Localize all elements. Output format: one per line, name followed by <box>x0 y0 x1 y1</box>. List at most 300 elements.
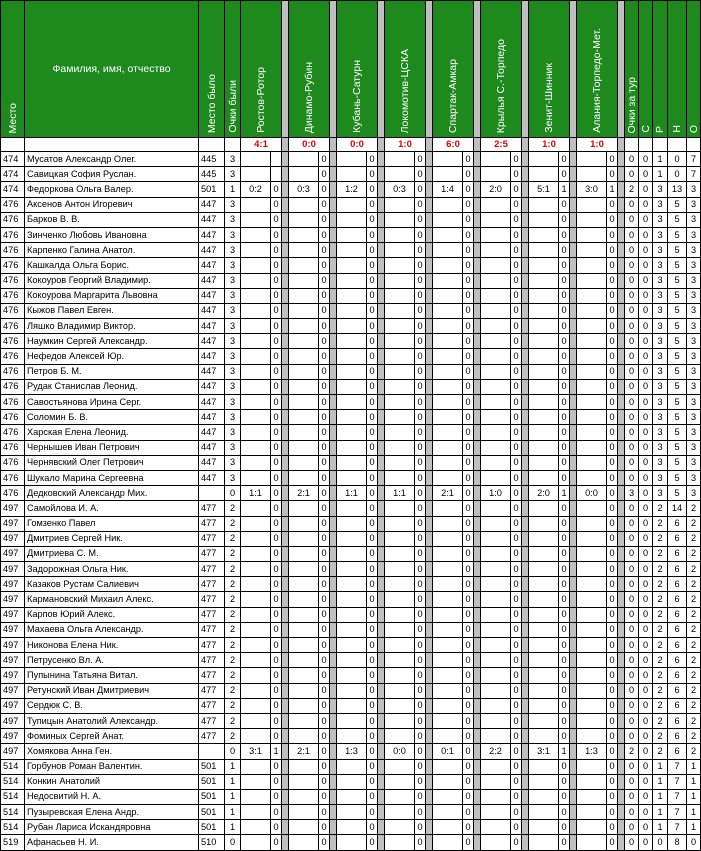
name-cell: Дмитриева С. М. <box>25 546 199 561</box>
forecast-cell <box>337 243 367 258</box>
pts-before-cell: 0 <box>225 744 241 759</box>
was-place-cell: 501 <box>199 805 225 820</box>
pts-before-cell: 3 <box>225 379 241 394</box>
forecast-pts-cell: 0 <box>607 227 618 242</box>
forecast-pts-cell: 0 <box>463 410 474 425</box>
forecast-cell: 1:1 <box>337 486 367 501</box>
forecast-cell <box>433 258 463 273</box>
forecast-cell <box>337 212 367 227</box>
forecast-cell <box>481 607 511 622</box>
pts-before-cell: 2 <box>225 698 241 713</box>
r-cell: 2 <box>653 668 668 683</box>
column-separator <box>618 303 625 318</box>
forecast-pts-cell: 0 <box>319 152 330 167</box>
column-separator <box>282 820 289 835</box>
forecast-pts-cell: 0 <box>607 379 618 394</box>
column-separator <box>378 273 385 288</box>
forecast-cell <box>385 410 415 425</box>
forecast-cell <box>337 303 367 318</box>
forecast-cell: 3:1 <box>241 744 271 759</box>
forecast-cell <box>337 334 367 349</box>
match-result: 4:1 <box>241 138 282 152</box>
forecast-cell <box>385 273 415 288</box>
column-separator <box>618 319 625 334</box>
forecast-cell <box>433 774 463 789</box>
forecast-cell <box>385 167 415 182</box>
column-separator <box>522 638 529 653</box>
column-separator <box>378 683 385 698</box>
column-separator <box>522 364 529 379</box>
n-cell: 6 <box>668 592 687 607</box>
forecast-cell <box>433 683 463 698</box>
column-separator <box>618 197 625 212</box>
forecast-cell <box>529 212 559 227</box>
r-cell: 3 <box>653 455 668 470</box>
column-separator <box>426 227 433 242</box>
forecast-cell <box>529 516 559 531</box>
column-separator <box>570 653 577 668</box>
forecast-pts-cell: 0 <box>367 562 378 577</box>
was-place-cell: 447 <box>199 470 225 485</box>
forecast-pts-cell: 0 <box>511 152 522 167</box>
forecast-pts-cell: 0 <box>271 197 282 212</box>
forecast-pts-cell: 0 <box>463 607 474 622</box>
forecast-pts-cell: 0 <box>319 531 330 546</box>
forecast-pts-cell: 0 <box>511 455 522 470</box>
name-cell: Дмитриев Сергей Ник. <box>25 531 199 546</box>
forecast-pts-cell: 0 <box>319 273 330 288</box>
column-separator <box>378 516 385 531</box>
column-separator <box>330 516 337 531</box>
forecast-cell <box>433 668 463 683</box>
forecast-pts-cell: 0 <box>415 197 426 212</box>
forecast-pts-cell: 0 <box>367 501 378 516</box>
forecast-pts-cell: 0 <box>607 516 618 531</box>
forecast-pts-cell: 0 <box>319 805 330 820</box>
forecast-cell: 2:2 <box>481 744 511 759</box>
column-separator <box>426 212 433 227</box>
match-result: 6:0 <box>433 138 474 152</box>
forecast-cell <box>289 258 319 273</box>
column-separator <box>618 820 625 835</box>
column-separator <box>618 243 625 258</box>
forecast-cell <box>529 455 559 470</box>
forecast-cell <box>481 395 511 410</box>
column-separator <box>474 683 481 698</box>
forecast-pts-cell: 0 <box>559 729 570 744</box>
forecast-pts-cell: 0 <box>319 577 330 592</box>
forecast-cell <box>577 470 607 485</box>
pts-before-cell: 3 <box>225 288 241 303</box>
column-separator <box>570 592 577 607</box>
column-separator <box>570 425 577 440</box>
was-place-cell: 447 <box>199 334 225 349</box>
n-cell: 8 <box>668 835 687 850</box>
forecast-cell <box>577 577 607 592</box>
was-place-cell: 477 <box>199 729 225 744</box>
forecast-cell <box>241 410 271 425</box>
column-separator <box>570 288 577 303</box>
name-cell: Нефедов Алексей Юр. <box>25 349 199 364</box>
forecast-cell <box>433 546 463 561</box>
o-cell: 3 <box>687 182 701 197</box>
column-separator <box>570 698 577 713</box>
forecast-pts-cell: 0 <box>319 516 330 531</box>
forecast-cell <box>337 501 367 516</box>
forecast-pts-cell: 0 <box>271 577 282 592</box>
column-separator <box>570 744 577 759</box>
forecast-pts-cell: 0 <box>607 592 618 607</box>
table-row <box>1 243 701 258</box>
header-name: Фамилия, имя, отчество <box>25 1 199 138</box>
forecast-pts-cell: 0 <box>463 789 474 804</box>
place-cell: 497 <box>1 531 25 546</box>
forecast-cell <box>385 303 415 318</box>
forecast-pts-cell: 0 <box>559 197 570 212</box>
o-cell: 3 <box>687 425 701 440</box>
forecast-pts-cell: 0 <box>367 410 378 425</box>
column-separator <box>330 1 337 138</box>
forecast-pts-cell: 0 <box>319 455 330 470</box>
column-separator <box>426 243 433 258</box>
column-separator <box>378 668 385 683</box>
column-separator <box>522 243 529 258</box>
forecast-cell <box>481 835 511 850</box>
forecast-cell <box>289 364 319 379</box>
column-separator <box>378 410 385 425</box>
n-cell: 6 <box>668 577 687 592</box>
pts-before-cell: 3 <box>225 303 241 318</box>
forecast-pts-cell: 0 <box>607 546 618 561</box>
column-separator <box>426 820 433 835</box>
forecast-pts-cell: 0 <box>319 212 330 227</box>
forecast-pts-cell: 0 <box>607 744 618 759</box>
forecast-pts-cell: 0 <box>463 334 474 349</box>
place-cell: 497 <box>1 607 25 622</box>
forecast-pts-cell: 0 <box>463 227 474 242</box>
column-separator <box>474 425 481 440</box>
forecast-pts-cell: 0 <box>271 531 282 546</box>
name-cell: Петров Б. М. <box>25 364 199 379</box>
o-cell: 2 <box>687 638 701 653</box>
o-cell: 3 <box>687 379 701 394</box>
table-row <box>1 379 701 394</box>
forecast-pts-cell: 1 <box>607 182 618 197</box>
forecast-cell <box>337 835 367 850</box>
forecast-pts-cell: 0 <box>319 729 330 744</box>
forecast-cell <box>337 713 367 728</box>
forecast-cell <box>481 288 511 303</box>
forecast-pts-cell: 0 <box>415 516 426 531</box>
table-row <box>1 410 701 425</box>
c-cell: 0 <box>639 622 653 637</box>
forecast-cell <box>337 607 367 622</box>
forecast-cell <box>481 546 511 561</box>
forecast-pts-cell: 0 <box>319 486 330 501</box>
forecast-cell <box>385 516 415 531</box>
column-separator <box>282 592 289 607</box>
forecast-cell <box>241 303 271 318</box>
forecast-pts-cell: 0 <box>319 653 330 668</box>
column-separator <box>618 668 625 683</box>
forecast-cell <box>289 820 319 835</box>
column-separator <box>282 167 289 182</box>
c-cell: 0 <box>639 470 653 485</box>
forecast-pts-cell: 0 <box>607 638 618 653</box>
r-cell: 3 <box>653 273 668 288</box>
c-cell: 0 <box>639 531 653 546</box>
forecast-pts-cell: 1 <box>559 182 570 197</box>
forecast-pts-cell: 0 <box>463 425 474 440</box>
column-separator <box>522 820 529 835</box>
column-separator <box>330 288 337 303</box>
tour-pts-cell: 0 <box>625 243 639 258</box>
name-cell: Махаева Ольга Александр. <box>25 622 199 637</box>
column-separator <box>522 835 529 850</box>
was-place-cell: 447 <box>199 258 225 273</box>
forecast-pts-cell: 0 <box>463 820 474 835</box>
header-was-place: Место было <box>199 1 225 138</box>
forecast-cell <box>241 334 271 349</box>
tour-pts-cell: 0 <box>625 212 639 227</box>
forecast-cell <box>529 698 559 713</box>
column-separator <box>474 395 481 410</box>
place-cell: 497 <box>1 638 25 653</box>
forecast-pts-cell: 0 <box>511 531 522 546</box>
match-result: 0:0 <box>289 138 330 152</box>
forecast-pts-cell: 0 <box>415 470 426 485</box>
tour-pts-cell: 0 <box>625 425 639 440</box>
forecast-cell <box>337 683 367 698</box>
forecast-pts-cell: 0 <box>559 683 570 698</box>
forecast-pts-cell: 0 <box>271 713 282 728</box>
forecast-cell <box>529 395 559 410</box>
column-separator <box>282 425 289 440</box>
o-cell: 2 <box>687 683 701 698</box>
forecast-pts-cell: 0 <box>415 243 426 258</box>
column-separator <box>378 729 385 744</box>
column-separator <box>330 607 337 622</box>
forecast-pts-cell: 0 <box>415 379 426 394</box>
o-cell: 3 <box>687 364 701 379</box>
place-cell: 476 <box>1 425 25 440</box>
tour-pts-cell: 3 <box>625 486 639 501</box>
column-separator <box>330 562 337 577</box>
forecast-pts-cell: 0 <box>367 288 378 303</box>
forecast-cell <box>337 440 367 455</box>
c-cell: 0 <box>639 562 653 577</box>
forecast-pts-cell: 0 <box>367 319 378 334</box>
column-separator <box>618 227 625 242</box>
c-cell: 0 <box>639 258 653 273</box>
column-separator <box>282 349 289 364</box>
forecast-cell <box>433 227 463 242</box>
forecast-cell <box>433 197 463 212</box>
c-cell: 0 <box>639 334 653 349</box>
forecast-pts-cell: 0 <box>559 288 570 303</box>
forecast-cell <box>337 789 367 804</box>
forecast-cell <box>481 212 511 227</box>
table-row <box>1 303 701 318</box>
forecast-cell <box>241 364 271 379</box>
place-cell: 497 <box>1 744 25 759</box>
column-separator <box>570 516 577 531</box>
place-cell: 514 <box>1 789 25 804</box>
column-separator <box>282 379 289 394</box>
c-cell: 0 <box>639 227 653 242</box>
forecast-pts-cell: 0 <box>511 713 522 728</box>
forecast-pts-cell: 0 <box>463 501 474 516</box>
forecast-pts-cell: 0 <box>463 288 474 303</box>
place-cell: 497 <box>1 501 25 516</box>
forecast-cell <box>529 729 559 744</box>
column-separator <box>618 440 625 455</box>
forecast-pts-cell: 0 <box>319 683 330 698</box>
o-cell: 2 <box>687 592 701 607</box>
forecast-cell <box>385 546 415 561</box>
forecast-pts-cell: 0 <box>319 713 330 728</box>
table-row <box>1 334 701 349</box>
forecast-pts-cell: 0 <box>559 334 570 349</box>
column-separator <box>618 713 625 728</box>
n-cell: 5 <box>668 288 687 303</box>
column-separator <box>378 138 385 152</box>
forecast-pts-cell: 0 <box>463 212 474 227</box>
header-r: Р <box>653 1 668 138</box>
forecast-pts-cell: 0 <box>367 607 378 622</box>
column-separator <box>474 592 481 607</box>
place-cell: 476 <box>1 470 25 485</box>
column-separator <box>330 227 337 242</box>
column-separator <box>570 470 577 485</box>
column-separator <box>522 805 529 820</box>
place-cell: 476 <box>1 319 25 334</box>
was-place-cell: 447 <box>199 410 225 425</box>
forecast-cell <box>337 729 367 744</box>
o-cell: 3 <box>687 486 701 501</box>
forecast-pts-cell: 0 <box>415 152 426 167</box>
was-place-cell: 447 <box>199 379 225 394</box>
forecast-pts-cell: 0 <box>607 152 618 167</box>
column-separator <box>618 455 625 470</box>
forecast-cell <box>385 562 415 577</box>
column-separator <box>474 197 481 212</box>
column-separator <box>570 364 577 379</box>
match-result: 1:0 <box>529 138 570 152</box>
forecast-cell <box>241 820 271 835</box>
place-cell: 474 <box>1 182 25 197</box>
column-separator <box>282 152 289 167</box>
forecast-pts-cell: 0 <box>559 638 570 653</box>
forecast-pts-cell: 0 <box>319 182 330 197</box>
column-separator <box>474 653 481 668</box>
r-cell: 2 <box>653 531 668 546</box>
column-separator <box>426 364 433 379</box>
forecast-pts-cell: 0 <box>415 820 426 835</box>
column-separator <box>282 653 289 668</box>
column-separator <box>426 577 433 592</box>
forecast-pts-cell: 0 <box>607 410 618 425</box>
forecast-pts-cell: 0 <box>511 729 522 744</box>
tour-pts-cell: 0 <box>625 592 639 607</box>
forecast-pts-cell: 0 <box>511 334 522 349</box>
forecast-cell <box>241 668 271 683</box>
forecast-cell <box>241 835 271 850</box>
place-cell: 476 <box>1 364 25 379</box>
forecast-pts-cell: 0 <box>367 759 378 774</box>
forecast-pts-cell: 0 <box>511 592 522 607</box>
column-separator <box>282 303 289 318</box>
forecast-pts-cell: 0 <box>463 486 474 501</box>
forecast-cell <box>241 805 271 820</box>
forecast-cell <box>529 774 559 789</box>
forecast-pts-cell: 0 <box>511 182 522 197</box>
name-cell: Конкин Анатолий <box>25 774 199 789</box>
column-separator <box>330 759 337 774</box>
column-separator <box>474 744 481 759</box>
forecast-cell: 1:4 <box>433 182 463 197</box>
forecast-pts-cell: 0 <box>559 546 570 561</box>
column-separator <box>330 653 337 668</box>
forecast-cell <box>289 197 319 212</box>
column-separator <box>618 182 625 197</box>
forecast-pts-cell: 0 <box>607 486 618 501</box>
forecast-cell <box>337 546 367 561</box>
forecast-pts-cell: 0 <box>367 303 378 318</box>
tour-pts-cell: 0 <box>625 319 639 334</box>
forecast-pts-cell: 0 <box>367 577 378 592</box>
place-cell: 497 <box>1 668 25 683</box>
column-separator <box>330 212 337 227</box>
forecast-pts-cell: 0 <box>607 334 618 349</box>
was-place-cell: 510 <box>199 835 225 850</box>
forecast-pts-cell: 0 <box>511 243 522 258</box>
forecast-cell <box>241 455 271 470</box>
forecast-cell <box>481 638 511 653</box>
n-cell: 7 <box>668 759 687 774</box>
name-cell: Шукало Марина Сергеевна <box>25 470 199 485</box>
column-separator <box>522 410 529 425</box>
forecast-pts-cell: 0 <box>511 440 522 455</box>
place-cell: 497 <box>1 653 25 668</box>
column-separator <box>426 774 433 789</box>
column-separator <box>330 638 337 653</box>
forecast-cell <box>289 546 319 561</box>
table-row <box>1 805 701 820</box>
c-cell: 0 <box>639 607 653 622</box>
column-separator <box>618 470 625 485</box>
forecast-pts-cell: 0 <box>271 668 282 683</box>
r-cell: 2 <box>653 713 668 728</box>
forecast-pts-cell: 0 <box>463 622 474 637</box>
tour-pts-cell: 2 <box>625 744 639 759</box>
forecast-pts-cell: 0 <box>367 212 378 227</box>
forecast-pts-cell: 0 <box>271 212 282 227</box>
forecast-cell <box>577 501 607 516</box>
column-separator <box>426 729 433 744</box>
forecast-cell <box>577 167 607 182</box>
column-separator <box>330 349 337 364</box>
table-row <box>1 638 701 653</box>
column-separator <box>282 698 289 713</box>
column-separator <box>618 212 625 227</box>
forecast-cell <box>241 440 271 455</box>
column-separator <box>618 364 625 379</box>
forecast-cell <box>577 303 607 318</box>
column-separator <box>378 1 385 138</box>
forecast-cell <box>577 152 607 167</box>
forecast-cell <box>577 546 607 561</box>
